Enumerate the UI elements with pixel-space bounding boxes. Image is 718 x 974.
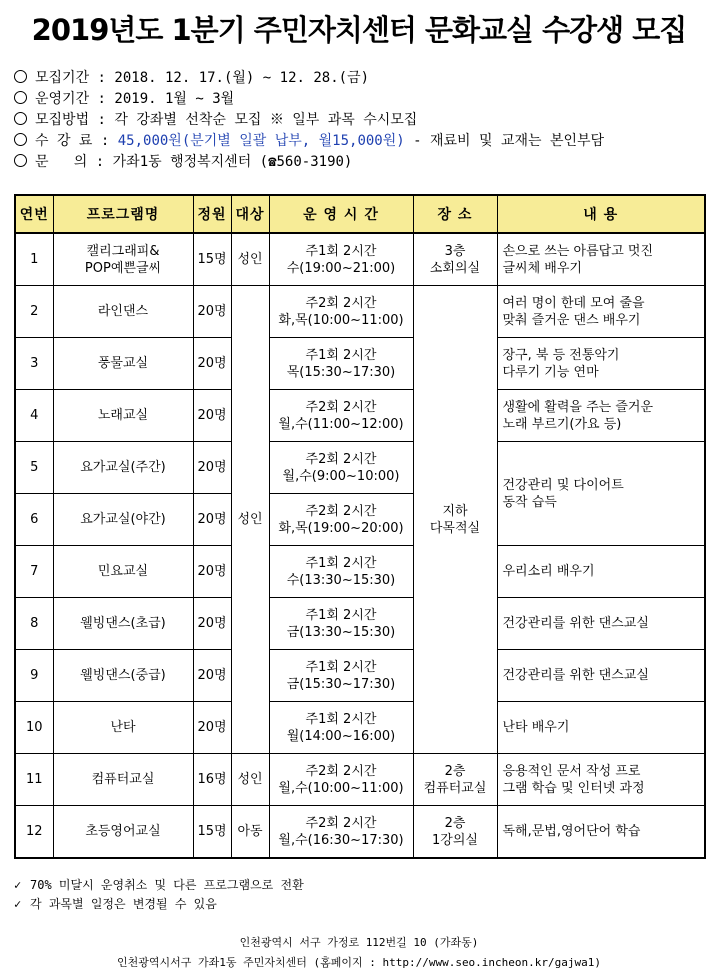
table-cell: 독해,문법,영어단어 학습: [497, 806, 705, 859]
table-cell: 5: [15, 442, 53, 494]
table-cell: 20명: [193, 286, 231, 338]
column-header: 프로그램명: [53, 195, 193, 233]
table-cell: 웰빙댄스(초급): [53, 598, 193, 650]
table-cell: 주1회 2시간 금(15:30~17:30): [269, 650, 413, 702]
table-cell: 웰빙댄스(중급): [53, 650, 193, 702]
table-row: [15, 598, 705, 650]
table-cell: 20명: [193, 338, 231, 390]
note-item: ✓ 각 과목별 일정은 변경될 수 있음: [14, 895, 704, 914]
column-header: 정원: [193, 195, 231, 233]
table-cell: 캘리그래피& POP예쁜글씨: [53, 233, 193, 286]
info-value: 가좌1동 행정복지센터 (☎560-3190): [112, 154, 353, 170]
table-cell: 아동: [231, 806, 269, 859]
column-header: 대상: [231, 195, 269, 233]
table-row: [15, 702, 705, 754]
table-cell: 16명: [193, 754, 231, 806]
table-cell: 건강관리를 위한 댄스교실: [497, 598, 705, 650]
table-cell: 20명: [193, 390, 231, 442]
table-cell: 10: [15, 702, 53, 754]
table-cell: 주2회 2시간 화,목(10:00~11:00): [269, 286, 413, 338]
table-cell: 주1회 2시간 수(13:30~15:30): [269, 546, 413, 598]
notes: [14, 876, 704, 914]
table-cell: 20명: [193, 546, 231, 598]
circle-bullet-icon: [14, 154, 27, 167]
program-table: [14, 194, 706, 859]
check-icon: ✓: [14, 878, 22, 892]
table-cell: 성인: [231, 233, 269, 286]
table-row: [15, 233, 705, 286]
table-cell: 난타 배우기: [497, 702, 705, 754]
table-cell: 2: [15, 286, 53, 338]
table-cell: 9: [15, 650, 53, 702]
table-cell: 요가교실(야간): [53, 494, 193, 546]
table-cell: 3층 소회의실: [413, 233, 497, 286]
column-header: 내 용: [497, 195, 705, 233]
table-cell: 20명: [193, 702, 231, 754]
table-cell: 20명: [193, 442, 231, 494]
table-cell: 4: [15, 390, 53, 442]
table-cell: 지하 다목적실: [413, 286, 497, 754]
table-row: [15, 286, 705, 338]
table-cell: 민요교실: [53, 546, 193, 598]
table-row: [15, 338, 705, 390]
table-cell: 주1회 2시간 수(19:00~21:00): [269, 233, 413, 286]
table-cell: 컴퓨터교실: [53, 754, 193, 806]
table-cell: 손으로 쓰는 아름답고 멋진 글씨체 배우기: [497, 233, 705, 286]
info-label: 모집기간: [35, 70, 90, 86]
table-cell: 15명: [193, 233, 231, 286]
column-header: 장 소: [413, 195, 497, 233]
info-separator: :: [89, 70, 115, 86]
info-row: [14, 89, 714, 110]
info-tail: - 재료비 및 교재는 본인부담: [404, 133, 605, 149]
page-title: 2019년도 1분기 주민자치센터 문화교실 수강생 모집: [31, 13, 687, 47]
info-separator: :: [89, 91, 115, 107]
info-value: 2019. 1월 ~ 3월: [114, 91, 235, 107]
table-cell: 풍물교실: [53, 338, 193, 390]
table-cell: 주1회 2시간 월(14:00~16:00): [269, 702, 413, 754]
table-row: [15, 442, 705, 494]
table-row: [15, 806, 705, 859]
circle-bullet-icon: [14, 91, 27, 104]
table-cell: 2층 1강의실: [413, 806, 497, 859]
info-highlight: 45,000원(분기별 일괄 납부, 월15,000원): [117, 133, 405, 149]
info-separator: :: [89, 112, 115, 128]
table-cell: 7: [15, 546, 53, 598]
table-cell: 15명: [193, 806, 231, 859]
info-row: [14, 131, 714, 152]
table-cell: 주2회 2시간 월,수(9:00~10:00): [269, 442, 413, 494]
table-cell: 라인댄스: [53, 286, 193, 338]
table-cell: 주1회 2시간 금(13:30~15:30): [269, 598, 413, 650]
column-header: 운 영 시 간: [269, 195, 413, 233]
table-cell: 8: [15, 598, 53, 650]
info-label: 수 강 료: [35, 133, 93, 149]
table-cell: 3: [15, 338, 53, 390]
info-label: 모집방법: [35, 112, 90, 128]
table-cell: 건강관리 및 다이어트 동작 습득: [497, 442, 705, 546]
table-cell: 11: [15, 754, 53, 806]
table-header-row: [15, 195, 705, 233]
circle-bullet-icon: [14, 133, 27, 146]
info-value: 2018. 12. 17.(월) ~ 12. 28.(금): [114, 70, 370, 86]
table-row: [15, 390, 705, 442]
info-separator: :: [92, 133, 118, 149]
table-cell: 20명: [193, 598, 231, 650]
info-row: [14, 110, 714, 131]
info-label: 운영기간: [35, 91, 90, 107]
table-cell: 여러 명이 한데 모여 줄을 맞춰 즐거운 댄스 배우기: [497, 286, 705, 338]
table-cell: 12: [15, 806, 53, 859]
table-cell: 장구, 북 등 전통악기 다루기 기능 연마: [497, 338, 705, 390]
table-cell: 주2회 2시간 월,수(10:00~11:00): [269, 754, 413, 806]
footer-address: 인천광역시 서구 가정로 112번길 10 (가좌동): [239, 936, 479, 949]
table-cell: 주2회 2시간 월,수(11:00~12:00): [269, 390, 413, 442]
column-header: 연번: [15, 195, 53, 233]
table-cell: 주1회 2시간 목(15:30~17:30): [269, 338, 413, 390]
table-row: [15, 650, 705, 702]
table-cell: 우리소리 배우기: [497, 546, 705, 598]
info-row: [14, 152, 714, 173]
table-cell: 요가교실(주간): [53, 442, 193, 494]
circle-bullet-icon: [14, 70, 27, 83]
table-cell: 주2회 2시간 화,목(19:00~20:00): [269, 494, 413, 546]
info-label: 문 의: [35, 154, 88, 170]
info-value: 각 강좌별 선착순 모집 ※ 일부 과목 수시모집: [114, 112, 418, 128]
info-separator: :: [87, 154, 113, 170]
table-cell: 초등영어교실: [53, 806, 193, 859]
table-cell: 6: [15, 494, 53, 546]
table-cell: 성인: [231, 754, 269, 806]
table-cell: 주2회 2시간 월,수(16:30~17:30): [269, 806, 413, 859]
info-row: [14, 68, 714, 89]
table-cell: 응용적인 문서 작성 프로 그램 학습 및 인터넷 과정: [497, 754, 705, 806]
table-cell: 생활에 활력을 주는 즐거운 노래 부르기(가요 등): [497, 390, 705, 442]
table-cell: 건강관리를 위한 댄스교실: [497, 650, 705, 702]
table-cell: 성인: [231, 286, 269, 754]
table-row: [15, 546, 705, 598]
table-cell: 난타: [53, 702, 193, 754]
table-row: [15, 754, 705, 806]
table-cell: 2층 컴퓨터교실: [413, 754, 497, 806]
table-cell: 1: [15, 233, 53, 286]
table-cell: 20명: [193, 494, 231, 546]
circle-bullet-icon: [14, 112, 27, 125]
table-cell: 20명: [193, 650, 231, 702]
table-cell: 노래교실: [53, 390, 193, 442]
note-item: ✓ 70% 미달시 운영취소 및 다른 프로그램으로 전환: [14, 876, 704, 895]
check-icon: ✓: [14, 897, 22, 911]
footer-org: 인천광역시서구 가좌1동 주민자치센터 (홈페이지 : http://www.seo.incheon.kr/gajwa1): [116, 956, 602, 969]
info-list: [14, 68, 714, 173]
